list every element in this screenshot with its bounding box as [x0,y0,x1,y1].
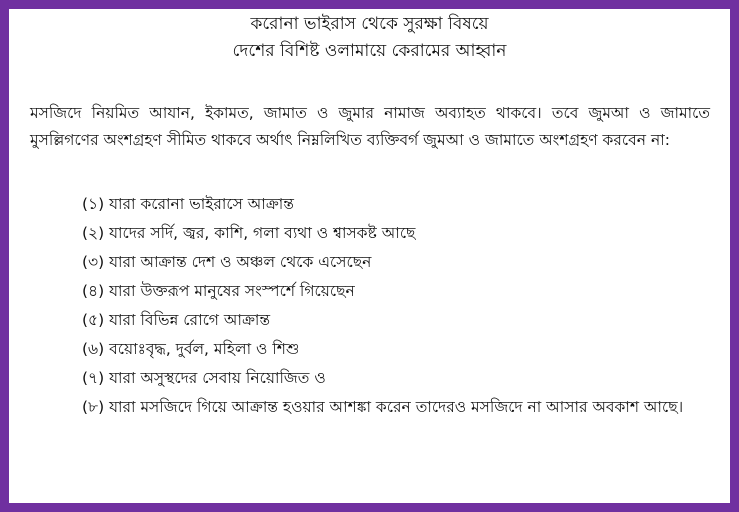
notice-title [9,11,730,65]
list-item: (৮) যারা মসজিদে গিয়ে আক্রান্ত হওয়ার আশঙ্কা করেন তাদেরও মসজিদে না আসার অবকাশ আছে। [82,398,684,416]
list-item: (৫) যারা বিভিন্ন রোগে আক্রান্ত [82,311,271,329]
list-item: (২) যাদের সর্দি, জ্বর, কাশি, গলা ব্যথা ও শ্বাসকষ্ট আছে [82,224,416,242]
list-item: (৪) যারা উক্তরূপ মানুষের সংস্পর্শে গিয়েছেন [82,282,355,300]
exemption-list [82,190,712,421]
title-line-2: দেশের বিশিষ্ট ওলামায়ে কেরামের আহ্বান [232,41,507,61]
list-item: (৩) যারা আক্রান্ত দেশ ও অঞ্চল থেকে এসেছেন [82,253,372,271]
list-item: (১) যারা করোনা ভাইরাসে আক্রান্ত [82,195,294,213]
title-line-1: করোনা ভাইরাস থেকে সুরক্ষা বিষয়ে [250,14,489,34]
list-item: (৭) যারা অসুস্থদের সেবায় নিয়োজিত ও [82,369,326,387]
list-item: (৬) বয়োঃবৃদ্ধ, দুর্বল, মহিলা ও শিশু [82,340,300,358]
intro-paragraph: মসজিদে নিয়মিত আযান, ইকামত, জামাত ও জুমার নামাজ অব্যাহত থাকবে। তবে জুমআ ও জামাতে মুসল্লিগণের অংশগ্রহণ সীমিত থাকবে অর্থাৎ নিম্নলিখিত ব্যক্তিবর্গ জুমআ ও জামাতে অংশগ্রহণ করবেন না: [30,104,710,149]
